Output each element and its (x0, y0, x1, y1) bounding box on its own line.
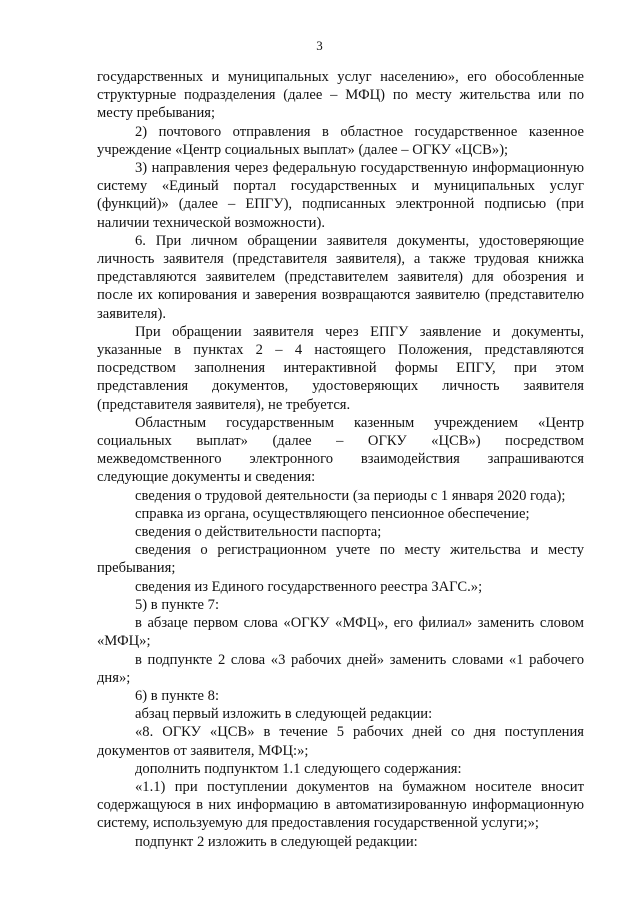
document-body (97, 68, 584, 851)
paragraph: «8. ОГКУ «ЦСВ» в течение 5 рабочих дней со дня поступления документов от заявителя, МФЦ:»; (97, 724, 584, 759)
paragraph: 6) в пункте 8: (135, 687, 220, 704)
page-number: 3 (316, 38, 323, 53)
paragraph: в подпункте 2 слова «3 рабочих дней» заменить словами «1 рабочего дня»; (97, 651, 584, 686)
list-item: сведения о действительности паспорта; (135, 524, 382, 541)
list-item: справка из органа, осуществляющего пенсионное обеспечение; (135, 505, 530, 522)
paragraph: в абзаце первом слова «ОГКУ «МФЦ», его филиал» заменить словом «МФЦ»; (97, 615, 584, 650)
list-item: сведения о трудовой деятельности (за периоды с 1 января 2020 года); (135, 487, 566, 504)
list-item: сведения из Единого государственного реестра ЗАГС.»; (135, 578, 483, 595)
paragraph: «1.1) при поступлении документов на бумажном носителе вносит содержащуюся в них информацию в автоматизированную информационную систему, используемую для предоставления государственной услуги;»; (97, 778, 584, 832)
paragraph: дополнить подпунктом 1.1 следующего содержания: (135, 760, 462, 777)
paragraph: При обращении заявителя через ЕПГУ заявление и документы, указанные в пунктах 2 – 4 настоящего Положения, представляются посредством заполнения интерактивной формы ЕПГУ, при этом представления документов, удостоверяющих личность заявителя (представителя заявителя), не требуется. (97, 323, 584, 413)
paragraph: 2) почтового отправления в областное государственное казенное учреждение «Центр социальных выплат» (далее – ОГКУ «ЦСВ»); (97, 123, 584, 158)
paragraph: абзац первый изложить в следующей редакции: (135, 706, 433, 723)
paragraph: 5) в пункте 7: (135, 596, 220, 613)
paragraph: подпункт 2 изложить в следующей редакции: (135, 833, 418, 850)
paragraph: 3) направления через федеральную государственную информационную систему «Единый портал государственных и муниципальных услуг (функций)» (далее – ЕПГУ), подписанных электронной подписью (при наличии технической возможности). (97, 160, 584, 231)
paragraph: государственных и муниципальных услуг населению», его обособленные структурные подразделения (далее – МФЦ) по месту жительства или по месту пребывания; (97, 69, 584, 122)
list-item: сведения о регистрационном учете по месту жительства и месту пребывания; (97, 542, 584, 577)
paragraph: Областным государственным казенным учреждением «Центр социальных выплат» (далее – ОГКУ «ЦСВ») посредством межведомственного электронного взаимодействия запрашиваются следующие документы и сведения: (97, 414, 584, 486)
paragraph: 6. При личном обращении заявителя документы, удостоверяющие личность заявителя (представителя заявителя), а также трудовая книжка представляются заявителем (представителем заявителя) для обозрения и после их копирования и заверения возвращаются заявителю (представителю заявителя). (97, 232, 584, 322)
